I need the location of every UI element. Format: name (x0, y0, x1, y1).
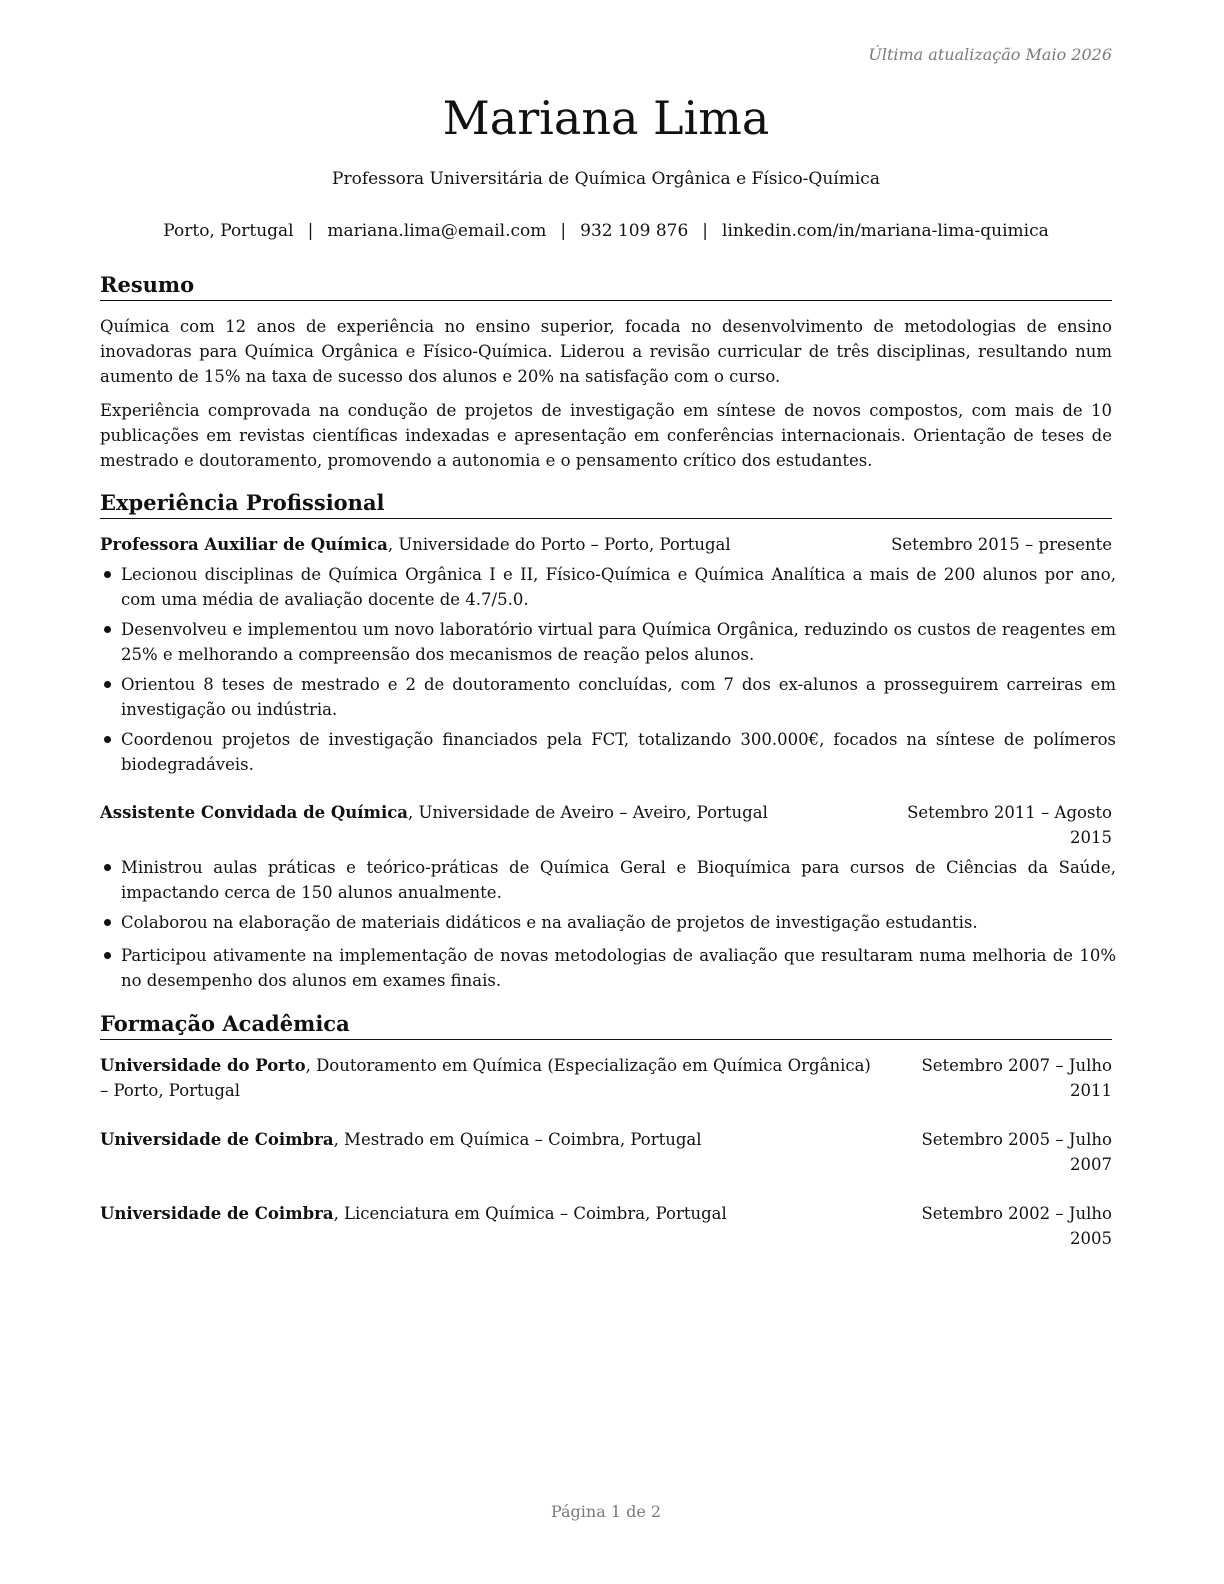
job-dates-line: 2015 (1070, 828, 1112, 847)
education-degree: , Doutoramento em Química (Especialização em Química Orgânica) (305, 1056, 871, 1075)
contact-separator: | (702, 221, 709, 241)
education-dates (921, 1053, 1112, 1103)
contact-linkedin[interactable]: linkedin.com/in/mariana-lima-quimica (722, 221, 1049, 241)
job-title-line (100, 800, 768, 825)
section-title-summary: Resumo (100, 271, 1112, 301)
job-bullet: Desenvolveu e implementou um novo laboratório virtual para Química Orgânica, reduzindo os custos de reagentes em 25% e melhorando a compreensão dos mecanismos de reação pelos alunos. (100, 617, 1116, 667)
job-org: , Universidade do Porto – Porto, Portugal (387, 535, 731, 554)
job-org: , Universidade de Aveiro – Aveiro, Portugal (408, 803, 768, 822)
education-school: Universidade do Porto (100, 1056, 306, 1075)
last-updated: Última atualização Maio 2026 (868, 45, 1112, 64)
education-degree: , Licenciatura em Química – Coimbra, Portugal (333, 1204, 727, 1223)
education-dates-line: Setembro 2007 – Julho (921, 1056, 1112, 1075)
job-bullet: Ministrou aulas práticas e teórico-práticas de Química Geral e Bioquímica para cursos de Ciências da Saúde, impactando cerca de 150 alunos anualmente. (100, 855, 1116, 905)
contact-line (100, 219, 1112, 243)
education-dates-line: 2007 (1070, 1155, 1112, 1174)
contact-email[interactable]: mariana.lima@email.com (327, 221, 547, 241)
summary-paragraph: Química com 12 anos de experiência no ensino superior, focada no desenvolvimento de metodologias de ensino inovadoras para Química Orgânica e Físico-Química. Liderou a revisão curricular de três disciplinas, resultando num aumento de 15% na taxa de sucesso dos alunos e 20% na satisfação com o curso. (100, 317, 1112, 386)
job-dates: Setembro 2015 – presente (891, 535, 1112, 554)
job-dates (907, 800, 1112, 850)
contact-phone[interactable]: 932 109 876 (580, 221, 689, 241)
education-school: Universidade de Coimbra (100, 1204, 334, 1223)
education-title-line (100, 1127, 702, 1152)
education-dates-line: 2005 (1070, 1229, 1112, 1248)
contact-separator: | (307, 221, 314, 241)
candidate-name: Mariana Lima (442, 91, 770, 145)
education-school: Universidade de Coimbra (100, 1130, 334, 1149)
page-number: Página 1 de 2 (550, 1502, 662, 1521)
job-title-line (100, 532, 731, 557)
job-bullets (100, 562, 1116, 777)
education-degree-continued: – Porto, Portugal (100, 1081, 240, 1100)
job-bullet: Lecionou disciplinas de Química Orgânica I e II, Físico-Química e Química Analítica a mais de 200 alunos por ano, com uma média de avaliação docente de 4.7/5.0. (100, 562, 1116, 612)
resume-page (100, 0, 1116, 1584)
job-role: Assistente Convidada de Química (100, 803, 408, 822)
education-dates-line: 2011 (1070, 1081, 1112, 1100)
education-degree: , Mestrado em Química – Coimbra, Portugal (333, 1130, 702, 1149)
education-dates (921, 1127, 1112, 1177)
education-dates-line: Setembro 2002 – Julho (921, 1204, 1112, 1223)
education-dates-line: Setembro 2005 – Julho (921, 1130, 1112, 1149)
section-title-experience: Experiência Profissional (100, 489, 1112, 519)
contact-location: Porto, Portugal (163, 221, 294, 241)
job-bullet: Orientou 8 teses de mestrado e 2 de doutoramento concluídas, com 7 dos ex-alunos a prosseguirem carreiras em investigação ou indústria. (100, 672, 1116, 722)
job-bullets (100, 855, 1116, 993)
job-dates-line: Setembro 2011 – Agosto (907, 803, 1112, 822)
education-title-line (100, 1053, 871, 1103)
candidate-subtitle: Professora Universitária de Química Orgânica e Físico-Química (332, 169, 880, 189)
education-dates (921, 1201, 1112, 1251)
contact-separator: | (560, 221, 567, 241)
job-bullet: Participou ativamente na implementação de novas metodologias de avaliação que resultaram numa melhoria de 10% no desempenho dos alunos em exames finais. (100, 943, 1116, 993)
job-bullet: Colaborou na elaboração de materiais didáticos e na avaliação de projetos de investigação estudantis. (100, 910, 1116, 935)
job-role: Professora Auxiliar de Química (100, 535, 388, 554)
section-title-education: Formação Acadêmica (100, 1010, 1112, 1040)
job-bullet: Coordenou projetos de investigação financiados pela FCT, totalizando 300.000€, focados na síntese de polímeros biodegradáveis. (100, 727, 1116, 777)
education-title-line (100, 1201, 727, 1226)
summary-paragraph: Experiência comprovada na condução de projetos de investigação em síntese de novos compostos, com mais de 10 publicações em revistas científicas indexadas e apresentação em conferências internacionais. Orientação de teses de mestrado e doutoramento, promovendo a autonomia e o pensamento crítico dos estudantes. (100, 401, 1112, 470)
